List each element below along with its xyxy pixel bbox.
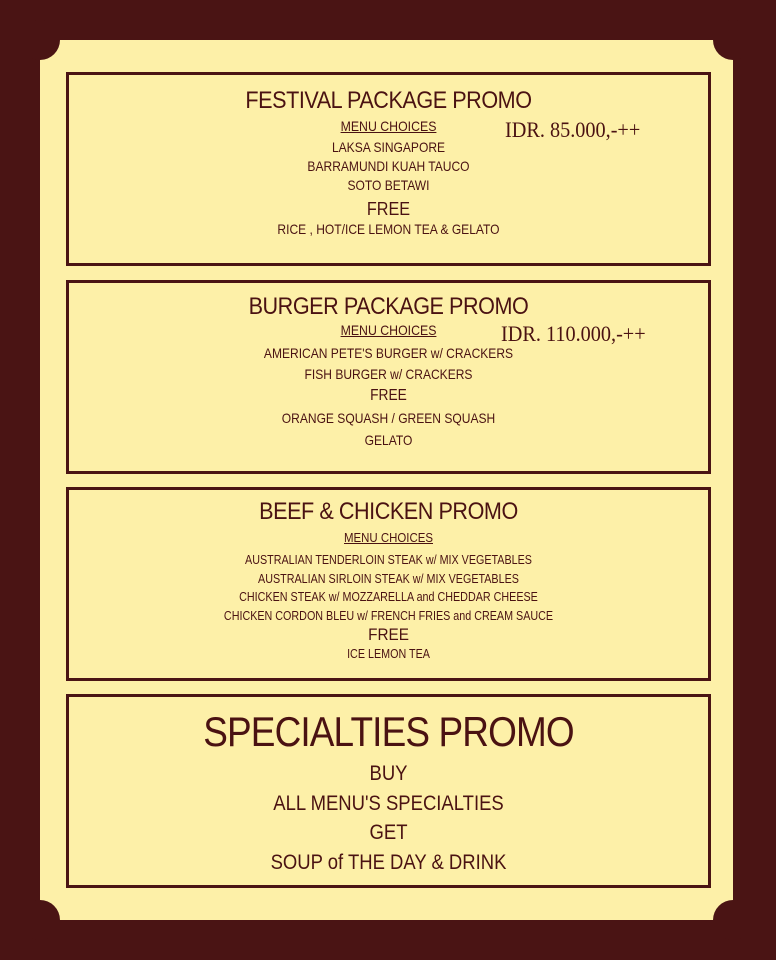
panel-title: SPECIALTIES PROMO [203, 708, 574, 755]
beef-chicken-panel [66, 487, 711, 681]
festival-package-panel [66, 72, 711, 266]
menu-item: LAKSA SINGAPORE [331, 139, 446, 155]
menu-item: AMERICAN PETE'S BURGER w/ CRACKERS [263, 345, 514, 361]
promo-line: SOUP of THE DAY & DRINK [270, 850, 507, 874]
free-label: FREE [368, 625, 409, 644]
corner-notch [20, 20, 60, 60]
menu-item: CHICKEN STEAK w/ MOZZARELLA and CHEDDAR CHEESE [239, 590, 538, 604]
panel-title: BEEF & CHICKEN PROMO [259, 498, 518, 525]
free-items: RICE , HOT/ICE LEMON TEA & GELATO [277, 221, 500, 237]
free-item: ORANGE SQUASH / GREEN SQUASH [281, 410, 496, 426]
price-label: IDR. 85.000,-++ [505, 117, 641, 142]
burger-package-panel [66, 280, 711, 474]
promo-line: ALL MENU'S SPECIALTIES [273, 791, 504, 815]
menu-item: FISH BURGER w/ CRACKERS [304, 366, 473, 382]
corner-notch [713, 900, 753, 940]
menu-board [40, 40, 733, 920]
free-label: FREE [370, 387, 407, 404]
price-label: IDR. 110.000,-++ [501, 321, 646, 346]
free-label: FREE [366, 199, 411, 219]
promo-line: GET [369, 821, 408, 844]
menu-choices-label: MENU CHOICES [340, 118, 437, 134]
corner-notch [20, 900, 60, 940]
menu-item: AUSTRALIAN SIRLOIN STEAK w/ MIX VEGETABLES [258, 571, 519, 586]
panel-title: BURGER PACKAGE PROMO [248, 293, 529, 320]
menu-item: CHICKEN CORDON BLEU w/ FRENCH FRIES and CREAM SAUCE [223, 608, 554, 623]
panel-title: FESTIVAL PACKAGE PROMO [245, 87, 532, 114]
corner-notch [713, 20, 753, 60]
menu-item: AUSTRALIAN TENDERLOIN STEAK w/ MIX VEGETABLES [245, 553, 532, 567]
promo-line: BUY [369, 762, 408, 785]
menu-choices-label: MENU CHOICES [344, 530, 433, 545]
specialties-panel [66, 694, 711, 888]
menu-item: SOTO BETAWI [347, 177, 430, 193]
free-item: GELATO [364, 432, 413, 448]
menu-item: BARRAMUNDI KUAH TAUCO [307, 158, 470, 174]
menu-choices-label: MENU CHOICES [340, 322, 437, 338]
free-items: ICE LEMON TEA [347, 647, 430, 661]
